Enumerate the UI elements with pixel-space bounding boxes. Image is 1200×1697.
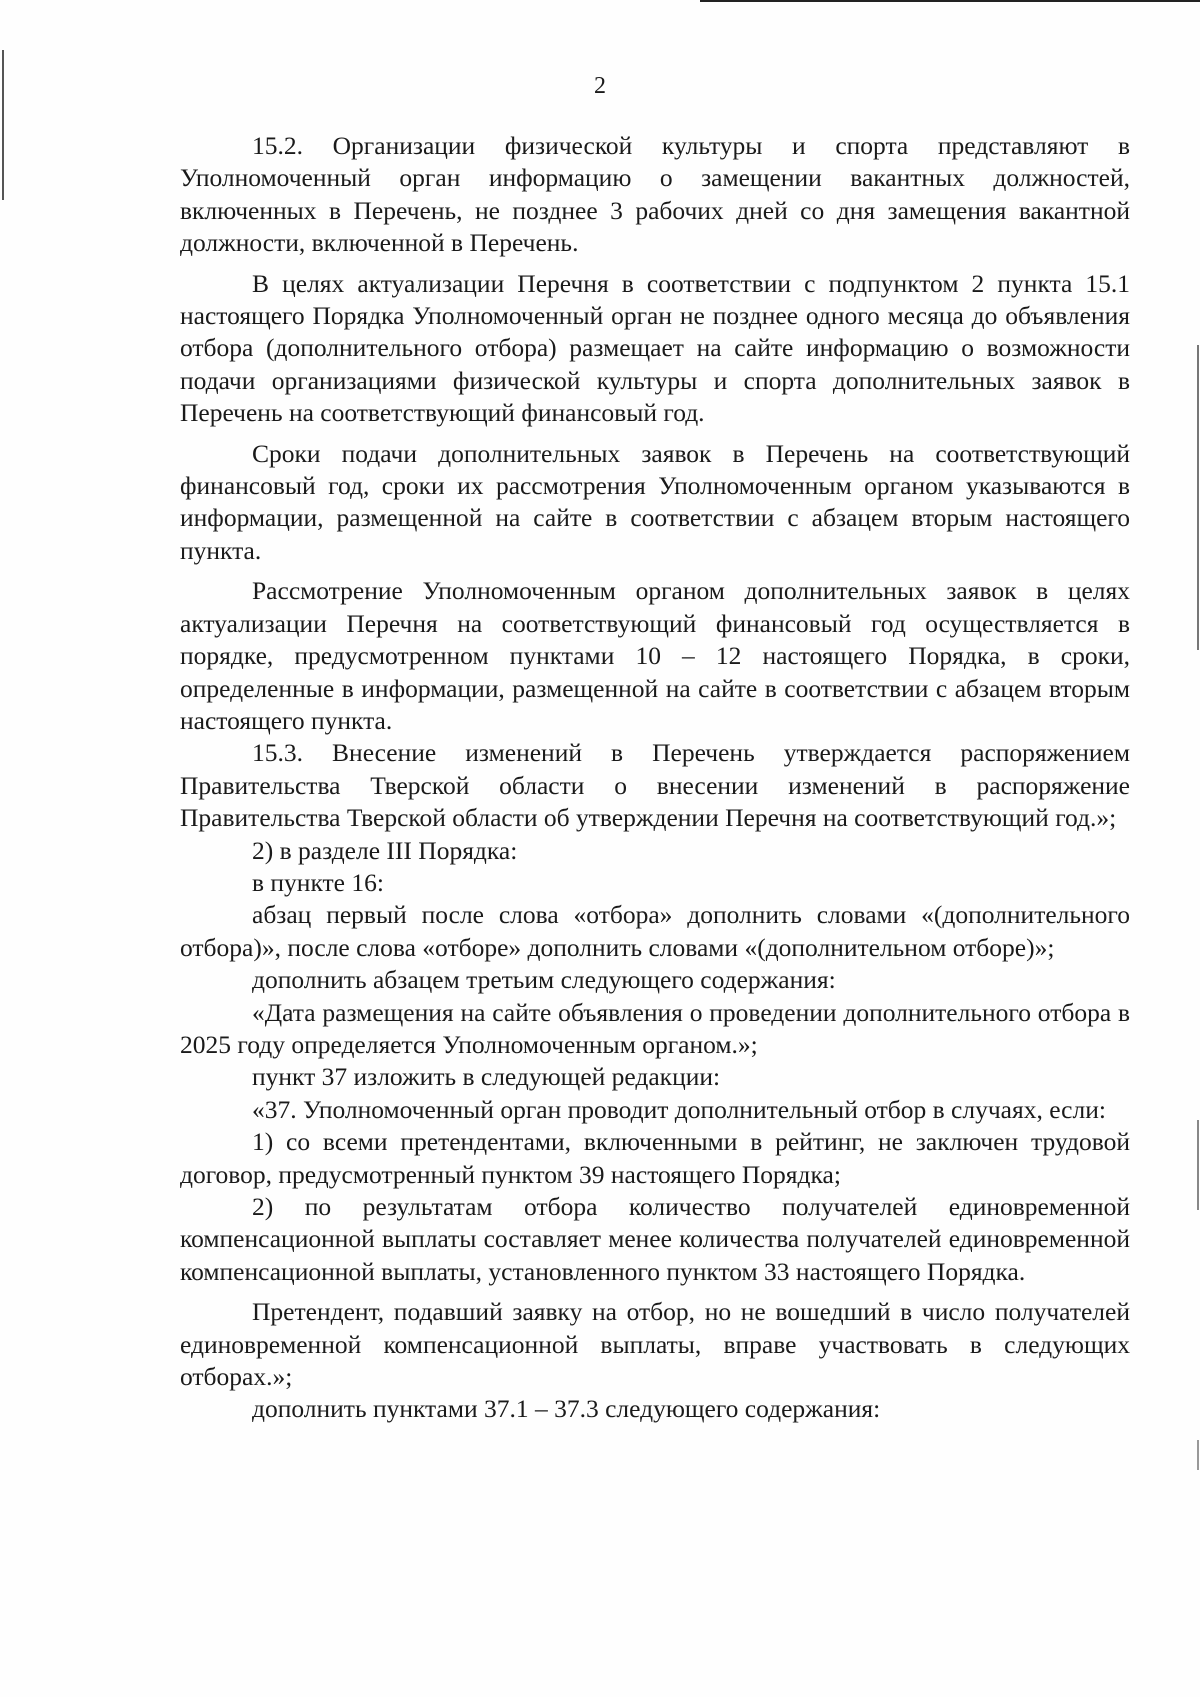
scan-edge-right [1197, 1440, 1199, 1470]
paragraph: Сроки подачи дополнительных заявок в Перечень на соответствующий финансовый год, сроки их рассмотрения Уполномоченным органом указываются в информации, размещенной на сайте в соответствии с абзацем вторым настоящего пункта. [180, 438, 1130, 565]
scan-edge-right [1197, 1120, 1199, 1210]
scan-edge-right [1197, 345, 1199, 650]
page-number: 2 [594, 73, 606, 99]
paragraph: Претендент, подавший заявку на отбор, но не вошедший в число получателей единовременной компенсационной выплаты, вправе участвовать в следующих отборах.»; [180, 1297, 1130, 1392]
paragraph: 15.3. Внесение изменений в Перечень утверждается распоряжением Правительства Тверской области о внесении изменений в распоряжение Правительства Тверской области об утверждении Перечня на соответствующий год.»; [180, 738, 1130, 833]
paragraph: «Дата размещения на сайте объявления о проведении дополнительного отбора в 2025 году определяется Уполномоченным органом.»; [180, 997, 1130, 1059]
paragraph: пункт 37 изложить в следующей редакции: [252, 1062, 721, 1092]
paragraph: в пункте 16: [252, 867, 384, 897]
paragraph: 2) в разделе III Порядка: [252, 835, 518, 865]
document-body [180, 130, 1130, 1426]
paragraph: 1) со всеми претендентами, включенными в рейтинг, не заключен трудовой договор, предусмотренный пунктом 39 настоящего Порядка; [180, 1127, 1130, 1189]
paragraph: В целях актуализации Перечня в соответствии с подпунктом 2 пункта 15.1 настоящего Порядка Уполномоченный орган не позднее одного месяца до объявления отбора (дополнительного отбора) размещает на сайте информацию о возможности подачи организациями физической культуры и спорта дополнительных заявок в Перечень на соответствующий финансовый год. [180, 268, 1130, 428]
paragraph: 15.2. Организации физической культуры и спорта представляют в Уполномоченный орган информацию о замещении вакантных должностей, включенных в Перечень, не позднее 3 рабочих дней со дня замещения вакантной должности, включенной в Перечень. [180, 131, 1130, 258]
paragraph: дополнить абзацем третьим следующего содержания: [252, 965, 836, 995]
paragraph: Рассмотрение Уполномоченным органом дополнительных заявок в целях актуализации Перечня на соответствующий финансовый год осуществляется в порядке, предусмотренном пунктами 10 – 12 настоящего Порядка, в сроки, определенные в информации, размещенной на сайте в соответствии с абзацем вторым настоящего пункта. [180, 576, 1130, 735]
paragraph: дополнить пунктами 37.1 – 37.3 следующего содержания: [252, 1394, 881, 1424]
paragraph: «37. Уполномоченный орган проводит дополнительный отбор в случаях, если: [252, 1094, 1106, 1124]
paragraph: 2) по результатам отбора количество получателей единовременной компенсационной выплаты составляет менее количества получателей единовременной компенсационной выплаты, установленного пунктом 33 настоящего Порядка. [180, 1192, 1130, 1286]
paragraph: абзац первый после слова «отбора» дополнить словами «(дополнительного отбора)», после слова «отборе» дополнить словами «(дополнительном отборе)»; [180, 900, 1130, 962]
scan-edge-top [700, 0, 1200, 2]
